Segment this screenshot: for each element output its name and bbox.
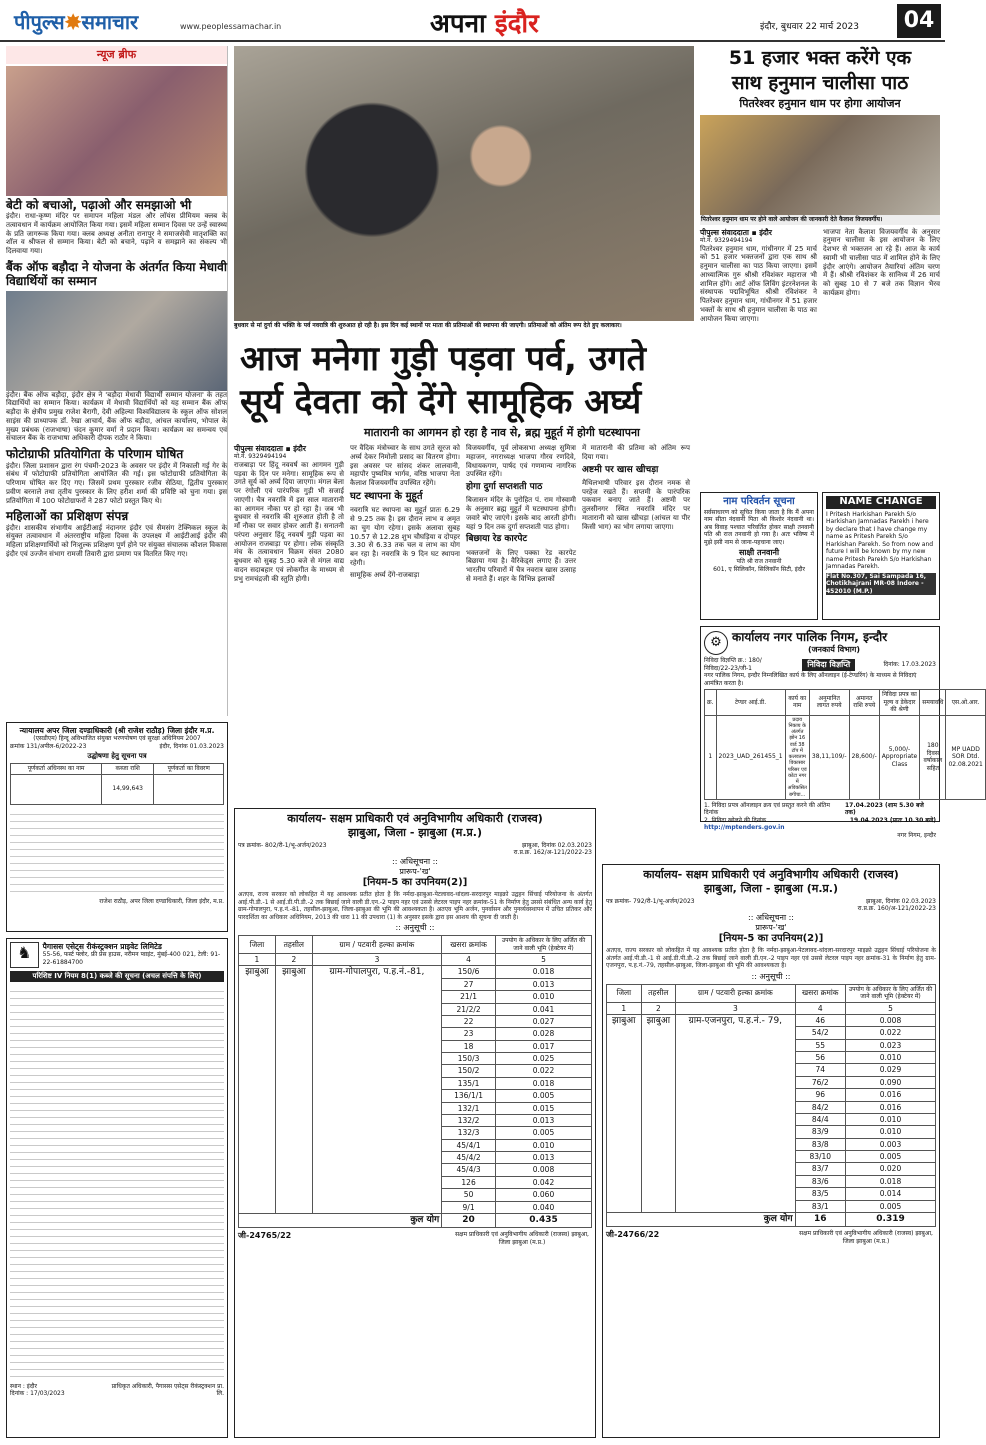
lead-col2-subhead: घट स्थापना के मुहूर्त <box>350 490 423 502</box>
land-area: 0.013 <box>496 978 592 990</box>
khasra-number: 150/3 <box>442 1053 496 1065</box>
land-area: 0.018 <box>496 966 592 978</box>
lead-mobile: मो.नं. 9329494194 <box>234 453 287 461</box>
land-area: 0.090 <box>846 1076 936 1088</box>
brief-body-2: इंदौर। बैंक ऑफ बड़ौदा, इंदौर क्षेत्र ने 'बड़ौदा मेधावी विद्यार्थी सम्मान योजना' के तहत विद्यार्थियों का सम्मान किया। कार्यक्रम में मेधावी विद्यार्थियों को यह सम्मान बैंक ऑफ बड़ौदा के क्षेत्रीय प्रमुख राजेश बैरागी, देवी अहिल्या विश्वविद्यालय के स्कूल ऑफ सोशल साइंस की प्राध्यापक डॉ. रेखा आचार्य, बैंक ऑफ बड़ौदा, आंचल कार्यालय, भोपाल के मुख्य प्रबंधक (राजभाषा) चंदन कुमार वर्मा ने प्रदान किया। कार्यक्रम का समन्वय एवं संचालन बैंक के राजभाषा अधिकारी दीपक राठौर ने किया। <box>6 390 227 443</box>
bank-award-photo <box>6 291 227 391</box>
table-row <box>239 966 592 978</box>
pegasus-body-lines <box>10 985 224 1380</box>
court-notice-head: न्यायालय अपर जिला दण्डाधिकारी (श्री राजेश राठौड़) जिला इंदौर म.प्र. <box>19 726 215 735</box>
land-notice-gopalpura <box>234 808 596 1438</box>
khasra-number: 46 <box>795 1014 845 1026</box>
khasra-number: 132/2 <box>442 1114 496 1126</box>
court-notice-body-lines <box>10 808 224 896</box>
khasra-number: 150/6 <box>442 966 496 978</box>
land-notice-2-signer: सक्षम प्राधिकारी एवं अनुविभागीय अधिकारी (राजस्व) झाबुआ, जिला झाबुआ (म.प्र.) <box>799 1230 933 1245</box>
court-notice-title: उद्घोषणा हेतु सूचना पत्र <box>87 752 147 761</box>
pegasus-logo-icon: ♞ <box>10 942 39 968</box>
khasra-number: 150/2 <box>442 1065 496 1077</box>
khasra-number: 9/1 <box>442 1201 496 1213</box>
table-row <box>607 1014 936 1026</box>
land-area: 0.005 <box>496 1127 592 1139</box>
court-notice <box>6 722 228 932</box>
khasra-number: 21/1 <box>442 991 496 1003</box>
land-notice-2-ref: पत्र क्रमांक- 792/री-1/भू-अर्जन/2023 <box>606 897 695 905</box>
news-brief-column <box>6 46 228 716</box>
land-area: 0.025 <box>496 1053 592 1065</box>
khasra-number: 136/1/1 <box>442 1090 496 1102</box>
lead-col3-body: बिजासन मंदिर के पुरोहित पं. राम गोस्वामी के अनुसार ब्रह्म मुहूर्त में घटस्थापना होगी। जवारे बोए जाएंगे। इसके बाद आरती होगी। यहां 9 दिन तक दुर्गा सप्तशती पाठ होगा। <box>466 496 576 531</box>
khasra-number: 132/3 <box>442 1127 496 1139</box>
name-change-hindi-title: नाम परिवर्तन सूचना <box>723 496 795 507</box>
tender-table: क्र. टेण्डर आई.डी. कार्य का नाम अनुमानित लागत रुपये अमानत राशि रुपये निविदा प्रपत्र का मूल्य व डेकेदार की श्रेणी समयावधि एस.ओ.आर. 1 2023_UAD_261455_1 प्रदाय निकाय के अंतर्गत झोन 16 वार्ड 38 टॉप में कलवताम विकासार परिसर एवं कोटा नगर में अविकसित बगीचा... 38,11,109/- 28,600/- 5,000/- Appropriate Class 180 दिवस वर्षाकाल सहित MP UADD SOR Dtd. 02.08.2021 <box>704 689 986 800</box>
brief-title-4: महिलाओं का प्रशिक्षण संपन्न <box>6 509 129 524</box>
lead-col4-body: मैथिलभाषी परिवार इस दौरान नमक से परहेज रखते हैं। सप्तमी के पारंपरिक पकवान बनाए जाते हैं। अष्टमी पर तुलसीनगर स्थित नवरात्रि मंदिर पर मातारानी को खास खीचड़ा (आंचल या पीर किसी भाग) का भोग लगाया जाएगा। <box>582 478 690 531</box>
hanuman-subhead: पितरेश्वर हनुमान धाम पर होगा आयोजन <box>739 97 901 111</box>
tender-notice-number: निविदा विज्ञप्ति क्र.: 180/निविदा/22-23/जी-1 <box>704 657 762 672</box>
name-change-ad-english <box>822 492 940 620</box>
website-url[interactable]: www.peoplessamachar.in <box>180 22 282 31</box>
khasra-number: 83/8 <box>795 1138 845 1150</box>
land-notice-1-total-row: कुल योग 20 0.435 <box>239 1213 592 1227</box>
tender-intro: नगर पालिक निगम, इन्दौर निम्नलिखित कार्य के लिए ऑनलाइन (ई-टेण्डरिंग) के माध्यम से निविदाएं आमंत्रित करता है। <box>704 672 917 687</box>
land-area: 0.016 <box>846 1089 936 1101</box>
land-area: 0.010 <box>846 1126 936 1138</box>
pegasus-heading: परिशिष्ट IV नियम 8(1) कब्जे की सूचना (अचल संपत्ति के लिए) <box>10 971 224 982</box>
lead-subhead: मातारानी का आगमन हो रहा है नाव से, ब्रह्म मुहूर्त में होगी घटस्थापना <box>364 426 640 439</box>
brief-title-1: बेटी को बचाओ, पढ़ाओ और समझाओ भी <box>6 197 192 212</box>
land-area: 0.003 <box>846 1138 936 1150</box>
court-case-number: क्रमांक 131/अपील-6/2022-23 <box>10 742 87 750</box>
land-area: 0.016 <box>846 1101 936 1113</box>
lead-col2-end: सामूहिक अर्घ्य देंगे-राजबाड़ा <box>350 570 420 579</box>
lead-col2-body: नवरात्रि घट स्थापना का मुहूर्त प्रातः 6.29 से 9.25 तक है। इस दौरान लाभ व अमृत का चुग योग रहेगा। इसके अलावा सुबह 10.57 से 12.28 शुभ चौघड़िया व दोपहर 3.30 से 6.33 तक चल व लाभ का योग बन रहा है। नवरात्रि के 9 दिन घट स्थापना रहेगी। <box>350 506 460 567</box>
land-area: 0.008 <box>496 1164 592 1176</box>
khasra-number: 132/1 <box>442 1102 496 1114</box>
land-area: 0.010 <box>846 1113 936 1125</box>
khasra-number: 21/2/2 <box>442 1003 496 1015</box>
tender-date2-label: 2. निविदा खोलने की दिनांक <box>704 816 767 824</box>
name-change-hindi-name: साक्षी तनवानी <box>738 548 780 557</box>
lead-col3-subhead-2: बिछाया रेड कारपेट <box>466 534 527 545</box>
brief-title-3: फोटोग्राफी प्रतियोगिता के परिणाम घोषित <box>6 447 184 462</box>
land-area: 0.022 <box>846 1027 936 1039</box>
khasra-number: 18 <box>442 1040 496 1052</box>
name-change-hindi-spouse: पति श्री राज तनवानी <box>736 558 782 565</box>
land-area: 0.005 <box>496 1090 592 1102</box>
schedule-district: झाबुआ <box>239 966 276 1214</box>
name-change-hindi-body: सर्वसाधारण को सूचित किया जाता है कि मैं अपना नाम सीता नंदवानी पिता श्री किशोर नंदवानी था। अब विवाह पश्चात परिवर्तित होकर साक्षी तनवानी पति श्री राज तनवानी हो गया है। अतः भविष्य में मुझे इसी नाम से जाना-पहचाना जाए। <box>704 508 814 546</box>
schedule-village: ग्राम-एजनपुरा, प.ह.नं.- 79, <box>676 1014 795 1212</box>
land-area: 0.015 <box>496 1102 592 1114</box>
land-notice-1-date: झाबुआ, दिनांक 02.03.2023 <box>522 841 592 849</box>
land-area: 0.028 <box>496 1028 592 1040</box>
land-area: 0.018 <box>846 1175 936 1187</box>
masthead <box>0 0 945 42</box>
hanuman-story: 51 हजार भक्त करेंगे एक साथ हनुमान चालीसा पाठ पितरेश्वर हनुमान धाम पर होगा आयोजन पितरेश्वर हनुमान धाम पर होने वाले आयोजन की जानकारी देते कैलाश विजयवर्गीय। पीपुल्स संवाददाता ▪ इंदौर मो.नं. 9329494194 पितरेश्वर हनुमान धाम, गांधीनगर में 25 मार्च को 51 हजार भक्तजनों द्वारा एक साथ श्री हनुमान चालीसा का पाठ किया जाएगा। इसमें आध्यात्मिक गुरु श्रीश्री रविशंकर महाराज भी शामिल होंगे। आर्ट ऑफ लिविंग इंटरनेशनल के संस्थापक पद्मविभूषित श्रीश्री रविशंकर ने पितरेश्वर हनुमान धाम, गांधीनगर में 51 हजार भक्तों के साथ श्री हनुमान चालीसा के पाठ का आयोजन किया जाएगा। भाजपा नेता कैलाश विजयवर्गीय के अनुसार हनुमान चालीसा के इस आयोजन के लिए देशभर से भक्तजन आ रहे हैं। आज के कार्य स्वामी भी चालीसा पाठ में शामिल होने के लिए इंदौर आएंगे। आयोजन तैयारियां अंतिम चरण में हैं। श्रीश्री रविशंकर के सानिध्य में 26 मार्च को सुबह 10 से 7 बजे तक विज्ञान भैरव कार्यक्रम होगा। <box>700 47 940 323</box>
land-area: 0.008 <box>846 1014 936 1026</box>
khasra-number: 74 <box>795 1064 845 1076</box>
khasra-number: 45/4/1 <box>442 1139 496 1151</box>
khasra-number: 83/5 <box>795 1188 845 1200</box>
khasra-number: 135/1 <box>442 1077 496 1089</box>
land-notice-1-schedule-title: :: अनुसूची :: <box>395 923 435 932</box>
land-notice-1-body: अतएव, राज्य सरकार को लोकहित में यह आवश्यक प्रतीत होता है कि नर्मदा-झाबुआ-पेटलावद-थांदला-सरदारपुर माइक्रो उद्वहन सिंचाई परियोजना के अंतर्गत आई.पी.डी.-1 से आई.डी.पी.डी.-2 तक बिछाई जाने वाली डी.एन.-2 पाइप नहर एवं उससे लेटरल पाइप नहर क्रमांक-51 के निर्माण हेतु उससे संबंधित अन्य कार्य हेतु ग्राम-गोपालपुरा, प.ह.नं.-81, तहसील-झाबुआ, जिला-झाबुआ की भूमि की आवश्यकता है। अतएव भूमि अर्जन, पुनर्वासन और पुनर्व्यवस्थापन में उचित प्रतिकर और पारदर्शिता का अधिकार अधिनियम, 2013 की धारा 11 की उपधारा (1) के अनुसार इसके द्वारा इस आशय की सूचना दी जाती है। <box>238 891 592 921</box>
name-change-english-address: Flat No.307, Sai Sampada 16, Chotikhajrani MR-08 Indore - 452010 (M.P.) <box>826 573 936 596</box>
pegasus-signatory: प्राधिकृत अधिकारी, पैगासस एसेट्स रीकंस्ट्रक्शन प्रा. लि. <box>111 1382 224 1398</box>
land-notice-2-place: झाबुआ, जिला - झाबुआ (म.प्र.) <box>703 881 838 895</box>
lead-byline: पीपुल्स संवाददाता <box>234 444 283 453</box>
land-notice-1-signer: सक्षम प्राधिकारी एवं अनुविभागीय अधिकारी (राजस्व) झाबुआ, जिला झाबुआ (म.प्र.) <box>455 1231 589 1246</box>
hanuman-col2: भाजपा नेता कैलाश विजयवर्गीय के अनुसार हनुमान चालीसा के इस आयोजन के लिए देशभर से भक्तजन आ रहे हैं। आज के कार्य स्वामी भी चालीसा पाठ में शामिल होने के लिए इंदौर आएंगे। आयोजन तैयारियां अंतिम चरण में हैं। श्रीश्री रविशंकर के सानिध्य में 26 मार्च को सुबह 10 से 7 बजे तक विज्ञान भैरव कार्यक्रम होगा। <box>823 227 940 297</box>
lead-photo <box>234 46 694 321</box>
lead-body: पीपुल्स संवाददाता ▪ इंदौर मो.नं. 9329494194 राजबाड़ा पर हिंदू नववर्ष का आगमन गुड़ी पड़वा के दिन पर मनेगा। सामूहिक रूप से उगते सूर्य को अर्घ्य दिया जाएगा। मंगल बेला पर रंगोली एवं पारंपरिक गुड़ी भी सजाई जाएगी। चैत्र नवरात्रि में इस साल मातारानी का आगमन नौका पर हो रहा है। जब भी बुधवार से नवरात्रि की शुरुआत होती है तो माँ नौका पर सवार होकर आती हैं। सनातनी परंपरा अनुसार हिंदू नववर्ष गुड़ी पड़वा का आयोजन राजबाड़ा पर होगा। लोक संस्कृति मंच के तत्वावधान विक्रम संवत 2080 बुधवार को सुबह 5.30 बजे से मंगल वाद्य वादन सदाबहार एवं लोकगीत के माध्यम से प्रभु रामचंद्रजी की स्तुति होगी। पर वैदिक मंत्रोच्चार के साथ उगते सूरज को अर्घ्य देकर निमोली प्रसाद का वितरण होगा। इस अवसर पर सांसद शंकर लालवानी, महापौर पुष्यमित्र भार्गव, वरिष्ठ भाजपा नेता कैलाश विजयवर्गीय उपस्थित रहेंगे। घट स्थापना के मुहूर्त नवरात्रि घट स्थापना का मुहूर्त प्रातः 6.29 से 9.25 तक है। इस दौरान लाभ व अमृत का चुग योग रहेगा। इसके अलावा सुबह 10.57 से 12.28 शुभ चौघड़िया व दोपहर 3.30 से 6.33 तक चल व लाभ का योग बन रहा है। नवरात्रि के 9 दिन घट स्थापना रहेगी। सामूहिक अर्घ्य देंगे-राजबाड़ा विजयवर्गीय, पूर्व लोकसभा अध्यक्ष सुमित्रा महाजन, नगराध्यक्ष भाजपा गौरव रणदिवे, विधायकगण, पार्षद एवं गणमान्य नागरिक उपस्थित रहेंगे। होगा दुर्गा सप्तशती पाठ बिजासन मंदिर के पुरोहित पं. राम गोस्वामी के अनुसार ब्रह्म मुहूर्त में घटस्थापना होगी। जवारे बोए जाएंगे। इसके बाद आरती होगी। यहां 9 दिन तक दुर्गा सप्तशती पाठ होगा। बिछाया रेड कारपेट भक्तजनों के लिए पक्का रेड कारपेट बिछाया गया है। वैरिकेड्स लगाए हैं। उत्तर भारतीय परिवारों में चैत्र नवरात्र खास उत्साह से मनाते हैं। शहर के विभिन्न इलाकों में मातारानी की प्रतिमा को अंतिम रूप दिया गया। अष्टमी पर खास खीचड़ा मैथिलभाषी परिवार इस दौरान नमक से परहेज रखते हैं। सप्तमी के पारंपरिक पकवान बनाए जाते हैं। अष्टमी पर तुलसीनगर स्थित नवरात्रि मंदिर पर मातारानी को खास खीचड़ा (आंचल या पीर किसी भाग) का भोग लगाया जाएगा। <box>234 444 690 583</box>
khasra-number: 56 <box>795 1052 845 1064</box>
land-area: 0.010 <box>496 991 592 1003</box>
land-area: 0.013 <box>496 1114 592 1126</box>
land-notice-1-rule: [नियम-5 का उपनियम(2)] <box>362 876 468 888</box>
land-area: 0.013 <box>496 1152 592 1164</box>
land-notice-2-body: अतएव, राज्य सरकार को लोकहित में यह आवश्यक प्रतीत होता है कि नर्मदा-झाबुआ-पेटलावद-थांदला-सरदारपुर माइक्रो उद्वहन सिंचाई परियोजना के अंतर्गत आई.पी.डी.-1 से आई.डी.पी.डी.-2 तक बिछाई जाने वाली डी.एन.-2 पाइप नहर एवं उससे लेटरल पाइप नहर क्रमांक-31 के निर्माण हेतु ग्राम-एजनपुरा, प.ह.नं.-79, तहसील-झाबुआ, जिला-झाबुआ की भूमि की आवश्यकता है। <box>606 947 936 969</box>
name-change-ad-hindi <box>700 492 818 620</box>
lead-col3: विजयवर्गीय, पूर्व लोकसभा अध्यक्ष सुमित्रा महाजन, नगराध्यक्ष भाजपा गौरव रणदिवे, विधायकगण, पार्षद एवं गणमान्य नागरिक उपस्थित रहेंगे। <box>466 444 576 479</box>
land-notice-1-notif: :: अधिसूचना :: <box>392 856 438 866</box>
hanuman-headline: 51 हजार भक्त करेंगे एक साथ हनुमान चालीसा पाठ <box>728 47 912 94</box>
court-notice-signer: राजेश राठौड़, अपर जिला दण्डाधिकारी, जिला इंदौर, म.प्र. <box>99 897 224 905</box>
land-area: 0.040 <box>496 1201 592 1213</box>
land-notice-1-table: जिला तहसील ग्राम / पटवारी हल्का क्रमांक खसरा क्रमांक उपयोग के अधिकार के लिए अर्जित की जाने वाली भूमि (हेक्टेयर में) 1 2 3 4 5 झाबुआ झाबुआ ग्राम-गोपालपुरा, प.ह.नं.-81, 150/6 0.018 27 0.013 21/1 0.010 21/2/2 0.041 22 0.027 23 0.028 18 0.017 150/3 0.025 150/2 0.022 135/1 0.018 136/1/1 0.005 132/1 0.015 132/2 0.013 132/3 0.005 45/4/1 0.010 45/4/2 0.013 45/4/3 0.008 126 0.042 50 0.060 9/1 0.040 कुल योग 20 0.435 <box>238 935 592 1228</box>
hanuman-caption: पितरेश्वर हनुमान धाम पर होने वाले आयोजन की जानकारी देते कैलाश विजयवर्गीय। <box>700 215 940 225</box>
brief-body-1: इंदौर। राधा-कृष्ण मंदिर पर समापन महिला मंडल और लॉयंस प्रीमियम क्लब के तत्वावधान में कार्यक्रम आयोजित किया गया। इसमें महिला सम्मान दिवस पर उन्हें स्वास्थ्य के प्रति जागरूक किया गया। क्लब अध्यक्ष अनीता रानापुर ने समाजसेवी मातृशक्ति का शॉल व श्रीफल से सम्मान किया। बेटी को बचाने, पढ़ाने व समझाने का संकल्प भी दिलवाया गया। <box>6 212 227 256</box>
pegasus-date: दिनांक : 17/03/2023 <box>10 1390 65 1398</box>
court-notice-date: इंदौर, दिनांक 01.03.2023 <box>159 742 224 750</box>
tender-signer: नगर निगम, इन्दौर <box>897 831 936 839</box>
hanuman-col1: पितरेश्वर हनुमान धाम, गांधीनगर में 25 मार्च को 51 हजार भक्तजनों द्वारा एक साथ श्री हनुमान चालीसा का पाठ किया जाएगा। इसमें आध्यात्मिक गुरु श्रीश्री रविशंकर महाराज भी शामिल होंगे। आर्ट ऑफ लिविंग इंटरनेशनल के संस्थापक पद्मविभूषित श्रीश्री रविशंकर ने पितरेश्वर हनुमान धाम, गांधीनगर में 51 हजार भक्तों के साथ श्री हनुमान चालीसा के पाठ का आयोजन किया जाएगा। <box>700 244 817 323</box>
schedule-tehsil: झाबुआ <box>275 966 312 1214</box>
name-change-hindi-address: 601, ए सिलिकॉन, सिलिकॉन सिटी, इंदौर <box>713 565 805 573</box>
khasra-number: 54/2 <box>795 1027 845 1039</box>
land-area: 0.020 <box>846 1163 936 1175</box>
lead-col4-subhead: अष्टमी पर खास खीचड़ा <box>582 464 659 475</box>
news-brief-label: न्यूज ब्रीफ <box>6 46 227 64</box>
lead-col1: राजबाड़ा पर हिंदू नववर्ष का आगमन गुड़ी पड़वा के दिन पर मनेगा। सामूहिक रूप से उगते सूर्य को अर्घ्य दिया जाएगा। मंगल बेला पर रंगोली एवं पारंपरिक गुड़ी भी सजाई जाएगी। चैत्र नवरात्रि में इस साल मातारानी का आगमन नौका पर हो रहा है। जब भी बुधवार से नवरात्रि की शुरुआत होती है तो माँ नौका पर सवार होकर आती हैं। सनातनी परंपरा अनुसार हिंदू नववर्ष गुड़ी पड़वा का आयोजन राजबाड़ा पर होगा। लोक संस्कृति मंच के तत्वावधान विक्रम संवत 2080 बुधवार को सुबह 5.30 बजे से मंगल वाद्य वादन सदाबहार एवं लोकगीत के माध्यम से प्रभु रामचंद्रजी की स्तुति होगी। <box>234 460 344 583</box>
land-notice-2-rule: [नियम-5 का उपनियम(2)] <box>718 932 824 944</box>
tender-dept: (जनकार्य विभाग) <box>807 645 861 654</box>
land-notice-1-place: झाबुआ, जिला - झाबुआ (म.प्र.) <box>347 825 482 839</box>
tender-title: कार्यालय नगर पालिक निगम, इन्दौर <box>732 630 888 644</box>
lead-col4: में मातारानी की प्रतिमा को अंतिम रूप दिया गया। <box>582 444 690 461</box>
brief-title-2: बैंक ऑफ बड़ौदा ने योजना के अंतर्गत किया मेधावी विद्यार्थियों का सम्मान <box>6 259 227 289</box>
land-area: 0.014 <box>846 1188 936 1200</box>
khasra-number: 23 <box>442 1028 496 1040</box>
court-notice-table: पूर्णकर्ता अधिनस्थ का नाम कब्जा राशि पूर्णकर्ता का विवरण 14,99,643 <box>10 763 224 805</box>
khasra-number: 83/10 <box>795 1151 845 1163</box>
hanuman-mobile: मो.नं. 9329494194 <box>700 237 753 244</box>
khasra-number: 55 <box>795 1039 845 1051</box>
land-notice-2-notif: :: अधिसूचना :: <box>748 912 794 922</box>
land-notice-2-form: प्रारूप-'ख' <box>755 922 787 932</box>
land-area: 0.029 <box>846 1064 936 1076</box>
lead-photo-caption: बुधवार से मां दुर्गा की भक्ति के पर्व नवरात्रि की शुरुआत हो रही है। इस दिन कई स्थानों पर माता की प्रतिमाओं की स्थापना की जाएगी। प्रतिमाओं को अंतिम रूप देते हुए कलाकार। <box>234 322 622 329</box>
dateline: इंदौर, बुधवार 22 मार्च 2023 <box>760 22 859 32</box>
land-notice-1-title: कार्यालय- सक्षम प्राधिकारी एवं अनुविभागीय अधिकारी (राजस्व) <box>287 812 543 825</box>
land-area: 0.060 <box>496 1189 592 1201</box>
khasra-number: 76/2 <box>795 1076 845 1088</box>
land-notice-1-gazette: जी-24765/22 <box>238 1231 292 1241</box>
brief-body-4: इंदौर। शासकीय संभागीय आईटीआई नंदानगर इंदौर एवं सैमसंग टेक्निकल स्कूल के संयुक्त तत्वावधान में अंतरराष्ट्रीय महिला दिवस के उपलक्ष्य में आईटीआई इंदौर की महिला प्रशिक्षणार्थियों को निःशुल्क प्रशिक्षण पूर्ण होने पर संयुक्त संचालक कौशल विकास इंदौर एवं उज्जैन संभाग रामजी तिवारी द्वारा प्रमाण पत्र वितरित किए गए। <box>6 523 227 558</box>
municipal-emblem-icon: ⚙ <box>704 631 728 655</box>
page-number: 04 <box>897 4 941 38</box>
tender-notice <box>700 626 983 839</box>
land-area: 0.010 <box>846 1052 936 1064</box>
hanuman-byline: पीपुल्स संवाददाता <box>700 227 749 237</box>
tender-website-link[interactable]: http://mptenders.gov.in <box>704 824 785 832</box>
khasra-number: 84/4 <box>795 1113 845 1125</box>
khasra-number: 45/4/2 <box>442 1152 496 1164</box>
name-change-english-body: I Pritesh Harkishan Parekh S/o Harkishan Jamnadas Parekh i here by declare that I have change my name as Pritesh Parekh S/o Harkishan Parekh. So from now and future I will be known by my new name Pritesh Parekh S/o Harkishan Jamnadas Parekh. <box>826 510 934 570</box>
hanuman-press-photo <box>700 115 940 215</box>
land-area: 0.005 <box>846 1151 936 1163</box>
khasra-number: 45/4/3 <box>442 1164 496 1176</box>
lead-col3-body-2: भक्तजनों के लिए पक्का रेड कारपेट बिछाया गया है। वैरिकेड्स लगाए हैं। उत्तर भारतीय परिवारों में चैत्र नवरात्र खास उत्साह से मनाते हैं। शहर के विभिन्न इलाकों <box>466 548 576 583</box>
lead-col2: पर वैदिक मंत्रोच्चार के साथ उगते सूरज को अर्घ्य देकर निमोली प्रसाद का वितरण होगा। इस अवसर पर सांसद शंकर लालवानी, महापौर पुष्यमित्र भार्गव, वरिष्ठ भाजपा नेता कैलाश विजयवर्गीय उपस्थित रहेंगे। <box>350 444 460 487</box>
land-area: 0.027 <box>496 1015 592 1027</box>
pegasus-notice <box>6 938 228 1438</box>
land-notice-2-gazette: जी-24766/22 <box>606 1230 660 1240</box>
land-notice-2-total-row: कुल योग 16 0.319 <box>607 1212 936 1226</box>
land-area: 0.018 <box>496 1077 592 1089</box>
land-area: 0.005 <box>846 1200 936 1212</box>
khasra-number: 50 <box>442 1189 496 1201</box>
land-notice-2-date: झाबुआ, दिनांक 02.03.2023 <box>866 897 936 905</box>
land-notice-2-case: रा.प्र.क्र. 160/अ-121/2022-23 <box>857 905 936 912</box>
khasra-number: 96 <box>795 1089 845 1101</box>
tender-date: दिनांक: 17.03.2023 <box>883 660 936 668</box>
land-area: 0.042 <box>496 1176 592 1188</box>
land-notice-2-schedule-title: :: अनुसूची :: <box>751 971 791 981</box>
land-notice-1-case: रा.प्र.क्र. 162/अ-121/2022-23 <box>513 849 592 856</box>
tender-row: 1 2023_UAD_261455_1 प्रदाय निकाय के अंतर्गत झोन 16 वार्ड 38 टॉप में कलवताम विकासार परिसर एवं कोटा नगर में अविकसित बगीचा... 38,11,109/- 28,600/- 5,000/- Appropriate Class 180 दिवस वर्षाकाल सहित MP UADD SOR Dtd. 02.08.2021 <box>705 715 986 799</box>
tender-date2: 19.04.2023 (प्रातः 10.30 बजे) <box>849 816 936 824</box>
land-notice-1-form: प्रारूप-'ख' <box>399 866 431 876</box>
newspaper-logo: पीपुल्स✸समाचार <box>14 10 139 34</box>
pegasus-company: पैगासस एसेट्स रीकंस्ट्रक्शन प्राइवेट लिमिटेड <box>42 942 162 951</box>
women-group-photo <box>6 66 227 196</box>
land-notice-1-ref: पत्र क्रमांक- 802/री-1/भू-अर्जन/2023 <box>238 841 327 849</box>
khasra-number: 22 <box>442 1015 496 1027</box>
tender-sub: निविदा विज्ञप्ति <box>802 659 855 671</box>
khasra-number: 27 <box>442 978 496 990</box>
brief-body-3: इंदौर। जिला प्रशासन द्वारा रंग पंचमी-2023 के अवसर पर इंदौर में निकाली गई गेर के संबंध में फोटोग्राफी प्रतियोगिता आयोजित की गई। इस फोटोग्राफी प्रतियोगिता के परिणाम घोषित कर दिए गए। जिसमें प्रथम पुरस्कार रजीव सेठिया, द्वितीय पुरस्कार प्रवीण बरनाले तथा तृतीय पुरस्कार के लिए हरीश शर्मा की प्रविष्टि को चुना गया। इस प्रतियोगिता में 100 फोटोग्राफरों ने 287 फोटो प्रस्तुत किए थे। <box>6 461 227 505</box>
land-notice-ejanpura <box>602 864 940 1438</box>
logo-star-icon: ✸ <box>64 10 82 34</box>
section-title: अपना इंदौर <box>430 9 539 39</box>
khasra-number: 83/6 <box>795 1175 845 1187</box>
khasra-number: 126 <box>442 1176 496 1188</box>
court-notice-sub: (एसडीएम) हिन्दू अविभाजित संयुक्त भरणपोषण एवं सुरक्षा अधिनियम 2007 <box>33 735 201 743</box>
schedule-tehsil: झाबुआ <box>641 1014 676 1212</box>
land-notice-2-title: कार्यालय- सक्षम प्राधिकारी एवं अनुविभागीय अधिकारी (राजस्व) <box>643 868 899 881</box>
tender-date1-label: 1. निविदा प्रपत्र ऑनलाइन क्रय एवं प्रस्तुत करने की अंतिम दिनांक <box>704 801 830 817</box>
land-area: 0.022 <box>496 1065 592 1077</box>
schedule-district: झाबुआ <box>607 1014 642 1212</box>
land-area: 0.041 <box>496 1003 592 1015</box>
lead-headline: आज मनेगा गुड़ी पड़वा पर्व, उगते सूर्य देवता को देंगे सामूहिक अर्घ्य <box>240 339 646 422</box>
land-area: 0.017 <box>496 1040 592 1052</box>
khasra-number: 84/2 <box>795 1101 845 1113</box>
schedule-village: ग्राम-गोपालपुरा, प.ह.नं.-81, <box>312 966 441 1214</box>
khasra-number: 83/7 <box>795 1163 845 1175</box>
tender-date1: 17.04.2023 (शाम 5.30 बजे तक) <box>844 801 924 817</box>
khasra-number: 83/1 <box>795 1200 845 1212</box>
land-area: 0.010 <box>496 1139 592 1151</box>
lead-col3-subhead: होगा दुर्गा सप्तशती पाठ <box>466 482 543 492</box>
land-notice-2-table: जिला तहसील ग्राम / पटवारी हल्का क्रमांक खसरा क्रमांक उपयोग के अधिकार के लिए अर्जित की जाने वाली भूमि (हेक्टेयर में) 1 2 3 4 5 झाबुआ झाबुआ ग्राम-एजनपुरा, प.ह.नं.- 79, 46 0.008 54/2 0.022 55 0.023 56 0.010 74 0.029 76/2 0.090 96 0.016 84/2 0.016 84/4 0.010 83/9 0.010 83/8 0.003 83/10 0.005 83/7 0.020 83/6 0.018 83/5 0.014 83/1 0.005 कुल योग 16 0.319 <box>606 984 936 1228</box>
pegasus-address: 55-56, फर्स्ट फ्लोर, फ्री प्रेस हाउस, नरीमन प्वाइंट, मुंबई-400 021, टेली: 91-22-61884700 <box>42 951 221 966</box>
name-change-english-title: NAME CHANGE <box>826 496 936 509</box>
land-area: 0.023 <box>846 1039 936 1051</box>
khasra-number: 83/9 <box>795 1126 845 1138</box>
pegasus-place: स्थान : इंदौर <box>10 1382 37 1390</box>
